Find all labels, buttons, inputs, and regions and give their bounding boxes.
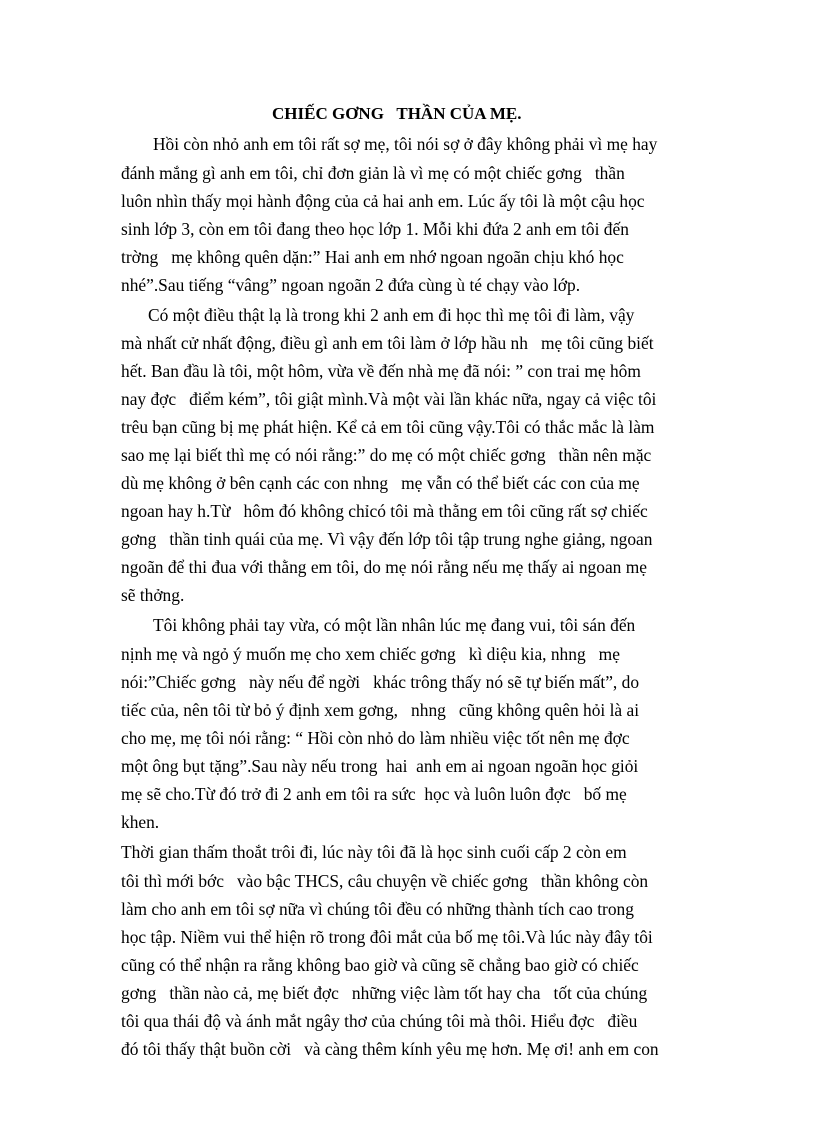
body-line: trờng mẹ không quên dặn:” Hai anh em nhớ ngoan ngoãn chịu khó học [121,247,624,267]
body-line: nay đợc điểm kém”, tôi giật mình.Và một vài lần khác nữa, ngay cả việc tôi [121,389,657,409]
body-line: cho mẹ, mẹ tôi nói rằng: “ Hồi còn nhỏ do làm nhiều việc tốt nên mẹ đợc [121,728,630,748]
body-line: dù mẹ không ở bên cạnh các con nhng mẹ vẫn có thể biết các con của mẹ [121,473,640,493]
body-line: luôn nhìn thấy mọi hành động của cả hai anh em. Lúc ấy tôi là một cậu học [121,191,645,211]
document-title: CHIẾC GƠNG THẦN CỦA MẸ. [272,104,522,123]
body-line: mà nhất cử nhất động, điều gì anh em tôi làm ở lớp hầu nh mẹ tôi cũng biết [121,333,654,353]
body-line: làm cho anh em tôi sợ nữa vì chúng tôi đều có những thành tích cao trong [121,899,634,919]
body-line: ngoan hay h.Từ hôm đó không chỉcó tôi mà thằng em tôi cũng rất sợ chiếc [121,501,648,521]
body-line: nói:”Chiếc gơng này nếu để ngời khác trông thấy nó sẽ tự biến mất”, do [121,672,640,692]
body-line: nịnh mẹ và ngỏ ý muốn mẹ cho xem chiếc gơng kì diệu kia, nhng mẹ [121,644,620,664]
body-line: nhé”.Sau tiếng “vâng” ngoan ngoãn 2 đứa cùng ù té chạy vào lớp. [121,275,581,295]
body-line: Tôi không phải tay vừa, có một lần nhân lúc mẹ đang vui, tôi sán đến [153,615,636,635]
body-line: tôi thì mới bớc vào bậc THCS, câu chuyện về chiếc gơng thần không còn [121,871,649,891]
body-line: trêu bạn cũng bị mẹ phát hiện. Kể cả em tôi cũng vậy.Tôi có thắc mắc là làm [121,417,655,437]
body-line: Hồi còn nhỏ anh em tôi rất sợ mẹ, tôi nói sợ ở đây không phải vì mẹ hay [153,134,658,154]
body-line: Thời gian thấm thoắt trôi đi, lúc này tôi đã là học sinh cuối cấp 2 còn em [121,842,627,862]
body-line: gơng thần nào cả, mẹ biết đợc những việc làm tốt hay cha tốt của chúng [121,983,648,1003]
body-line: cũng có thể nhận ra rằng không bao giờ và cũng sẽ chẳng bao giờ có chiếc [121,955,639,975]
body-line: ngoãn để thi đua với thằng em tôi, do mẹ nói rằng nếu mẹ thấy ai ngoan mẹ [121,557,647,577]
body-line: sinh lớp 3, còn em tôi đang theo học lớp 1. Mỗi khi đứa 2 anh em tôi đến [121,219,629,239]
body-line: sao mẹ lại biết thì mẹ có nói rằng:” do mẹ có một chiếc gơng thần nên mặc [121,445,652,465]
body-line: học tập. Niềm vui thể hiện rõ trong đôi mắt của bố mẹ tôi.Và lúc này đây tôi [121,927,653,947]
body-line: đánh mắng gì anh em tôi, chỉ đơn giản là vì mẹ có một chiếc gơng thần [121,163,625,183]
body-line: sẽ thởng. [121,585,185,605]
body-line: khen. [121,812,160,832]
body-line: mẹ sẽ cho.Từ đó trở đi 2 anh em tôi ra sức học và luôn luôn đợc bố mẹ [121,784,627,804]
body-line: Có một điều thật lạ là trong khi 2 anh em đi học thì mẹ tôi đi làm, vậy [148,305,635,325]
body-line: tôi qua thái độ và ánh mắt ngây thơ của chúng tôi mà thôi. Hiểu đợc điều [121,1011,638,1031]
body-line: tiếc của, nên tôi từ bỏ ý định xem gơng, nhng cũng không quên hỏi là ai [121,700,640,720]
body-line: gơng thần tinh quái của mẹ. Vì vậy đến lớp tôi tập trung nghe giảng, ngoan [121,529,653,549]
body-line: hết. Ban đầu là tôi, một hôm, vừa về đến nhà mẹ đã nói: ” con trai mẹ hôm [121,361,641,381]
body-line: đó tôi thấy thật buồn cời và càng thêm kính yêu mẹ hơn. Mẹ ơi! anh em con [121,1039,659,1059]
body-line: một ông bụt tặng”.Sau này nếu trong hai anh em ai ngoan ngoãn học giỏi [121,756,639,776]
